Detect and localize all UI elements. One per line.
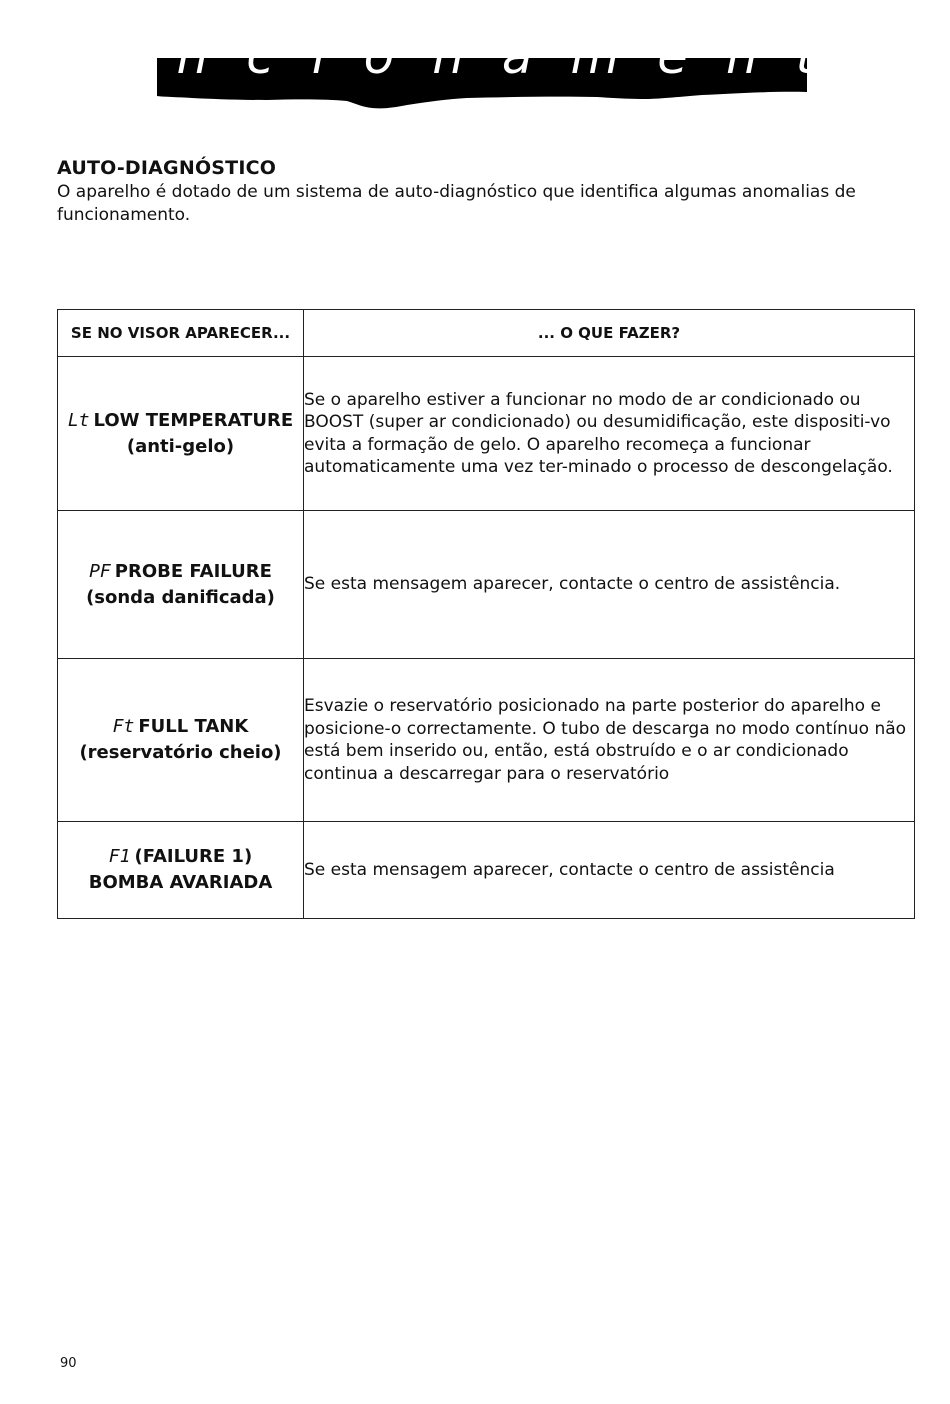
display-code: Lt	[67, 409, 90, 431]
action-text: Se esta mensagem aparecer, contacte o centro de assistência	[304, 822, 915, 919]
chapter-banner-graphic	[42, 27, 922, 117]
table-row	[58, 511, 915, 659]
display-code: F1	[108, 846, 131, 867]
action-text: Se o aparelho estiver a funcionar no modo de ar condicionado ou BOOST (super ar condicionado) ou desumidificação, este dispositi-vo evita a formação de gelo. O aparelho recomeça a funcionar automaticamente uma vez ter-minado o processo de descongelação.	[304, 357, 915, 511]
chapter-banner-title: Funcionamento	[42, 27, 922, 85]
header-display-shows: SE NO VISOR APARECER...	[58, 310, 304, 357]
error-subtitle: (anti-gelo)	[126, 435, 235, 457]
error-code-cell	[58, 357, 304, 511]
error-subtitle: (reservatório cheio)	[79, 742, 282, 763]
error-subtitle: (sonda danificada)	[86, 586, 275, 608]
table-header-row	[58, 310, 915, 357]
error-subtitle: BOMBA AVARIADA	[88, 872, 273, 893]
section-title: AUTO-DIAGNÓSTICO	[57, 157, 277, 179]
error-title: (FAILURE 1)	[134, 846, 253, 867]
action-text: Se esta mensagem aparecer, contacte o centro de assistência.	[304, 511, 915, 659]
error-code-cell	[58, 822, 304, 919]
page-number: 90	[60, 1356, 77, 1371]
error-code-cell	[58, 659, 304, 822]
intro-paragraph: O aparelho é dotado de um sistema de auto-diagnóstico que identifica algumas anomalias de funcionamento.	[57, 182, 856, 225]
header-what-to-do: ... O QUE FAZER?	[304, 310, 915, 357]
chapter-banner	[42, 27, 922, 117]
table-row	[58, 659, 915, 822]
table-row	[58, 357, 915, 511]
display-code: Ft	[112, 716, 135, 737]
action-text: Esvazie o reservatório posicionado na parte posterior do aparelho e posicione-o correctamente. O tubo de descarga no modo contínuo não está bem inserido ou, então, está obstruído e o ar condicionado continua a descarregar para o reservatório	[304, 659, 915, 822]
diagnostic-table	[57, 309, 915, 919]
error-code-cell	[58, 511, 304, 659]
error-title: PROBE FAILURE	[114, 560, 272, 582]
display-code: PF	[89, 560, 111, 582]
table-row	[58, 822, 915, 919]
error-title: FULL TANK	[138, 716, 249, 737]
error-title: LOW TEMPERATURE	[93, 409, 294, 431]
